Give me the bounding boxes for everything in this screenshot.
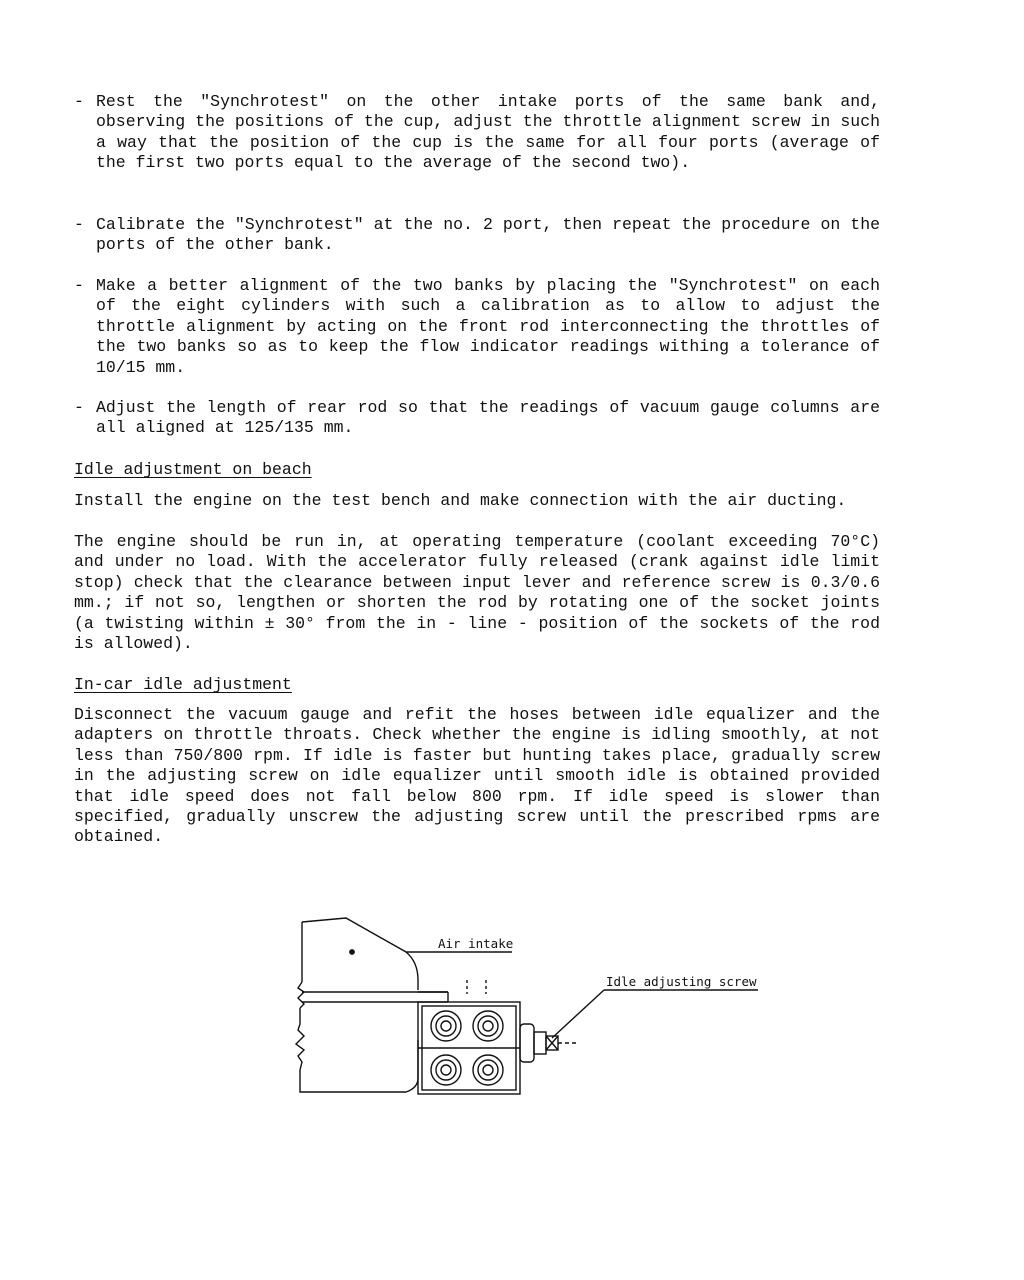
bullet-text: Rest the "Synchrotest" on the other intake ports of the same bank and, observing the positions of the cup, adjust the throttle alignment screw in such a way that the position of the cup is the same for all four ports (average of the first two ports equal to the average of the second two). [96,92,880,173]
manifold-outline-bottom [300,1040,418,1092]
idle-equalizer-diagram [286,910,766,1110]
bullet-dash: - [74,92,84,111]
paragraph-engine-run-in: The engine should be run in, at operating temperature (coolant exceeding 70°C) and under no load. With the accelerator fully released (crank against idle limit stop) check that the clearance between input lever and reference screw is 0.3/0.6 mm.; if not so, lengthen or shorten the rod by rotating one of the socket joints (a twisting within ± 30° from the in - line - position of the sockets of the rod is allowed). [74,532,880,654]
idle-screw-leader [552,990,604,1038]
section-heading-in-car: In-car idle adjustment [74,675,292,694]
label-idle-adjusting-screw: Idle adjusting screw [606,974,757,989]
bullet-text: Make a better alignment of the two banks by placing the "Synchrotest" on each of the eight cylinders with such a calibration as to allow to adjust the throttle alignment by acting on the front rod interconnecting the throttles of the two banks so as to keep the flow indicator readings withing a tolerance of 10/15 mm. [96,276,880,377]
manifold-break-mark-lower [296,1008,304,1070]
paragraph-in-car-idle: Disconnect the vacuum gauge and refit the hoses between idle equalizer and the adapters on throttle throats. Check whether the engine is idling smoothly, at not less than 750/800 rpm. If idle is faster but hunting takes place, gradually screw in the adjusting screw on idle equalizer until smooth idle is obtained provided that idle speed does not fall below 800 rpm. If idle speed is slower than specified, gradually unscrew the adjusting screw until the prescribed rpms are obtained. [74,705,880,847]
bullet-dash: - [74,276,84,295]
manifold-break-mark-upper [298,982,304,1008]
bullet-dash: - [74,215,84,234]
label-air-intake: Air intake [438,936,514,951]
bullet-dash: - [74,398,84,417]
paragraph-install-engine: Install the engine on the test bench and make connection with the air ducting. [74,491,847,510]
section-heading-idle-beach: Idle adjustment on beach [74,460,312,479]
manifold-outline-top [302,918,418,990]
bullet-text: Adjust the length of rear rod so that the readings of vacuum gauge columns are all aligned at 125/135 mm. [96,398,880,438]
bullet-text: Calibrate the "Synchrotest" at the no. 2 port, then repeat the procedure on the ports of the other bank. [96,215,880,255]
